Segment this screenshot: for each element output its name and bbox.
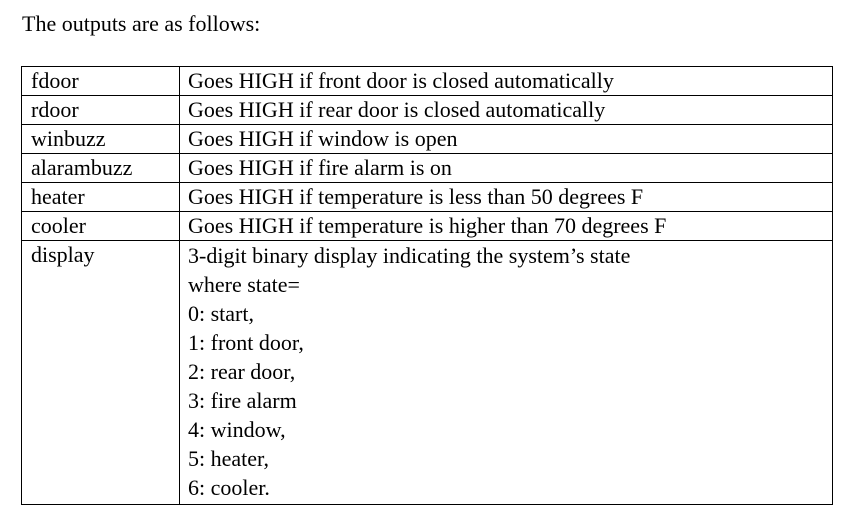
table-row [22,154,833,183]
signal-name: heater [22,183,180,212]
signal-description [180,212,833,241]
description-line: Goes HIGH if temperature is less than 50 degrees F [188,184,644,209]
description-line: 5: heater, [188,446,269,471]
signal-name: winbuzz [22,125,180,154]
table-row [22,125,833,154]
signal-description [180,67,833,96]
table-row [22,212,833,241]
signal-name: rdoor [22,96,180,125]
intro-text: The outputs are as follows: [22,11,261,36]
signal-description [180,183,833,212]
signal-name: alarambuzz [22,154,180,183]
description-line: 1: front door, [188,330,304,355]
description-line: Goes HIGH if temperature is higher than 70 degrees F [188,213,667,238]
description-line: Goes HIGH if rear door is closed automatically [188,97,606,122]
signal-description [180,241,833,505]
description-line: 0: start, [188,301,254,326]
signal-name: cooler [22,212,180,241]
signal-description [180,125,833,154]
outputs-table-body [22,67,833,505]
description-line: where state= [188,272,300,297]
description-line: 2: rear door, [188,359,296,384]
description-line: 3: fire alarm [188,388,297,413]
description-line: Goes HIGH if front door is closed automatically [188,68,614,93]
description-line: 6: cooler. [188,475,270,500]
description-line: 3-digit binary display indicating the system’s state [188,243,631,268]
table-row [22,96,833,125]
table-row [22,241,833,505]
signal-name: display [22,241,180,505]
signal-name: fdoor [22,67,180,96]
table-row [22,67,833,96]
signal-description [180,96,833,125]
signal-description [180,154,833,183]
description-line: Goes HIGH if window is open [188,126,458,151]
outputs-table [21,66,833,505]
table-row [22,183,833,212]
description-line: Goes HIGH if fire alarm is on [188,155,452,180]
description-line: 4: window, [188,417,286,442]
